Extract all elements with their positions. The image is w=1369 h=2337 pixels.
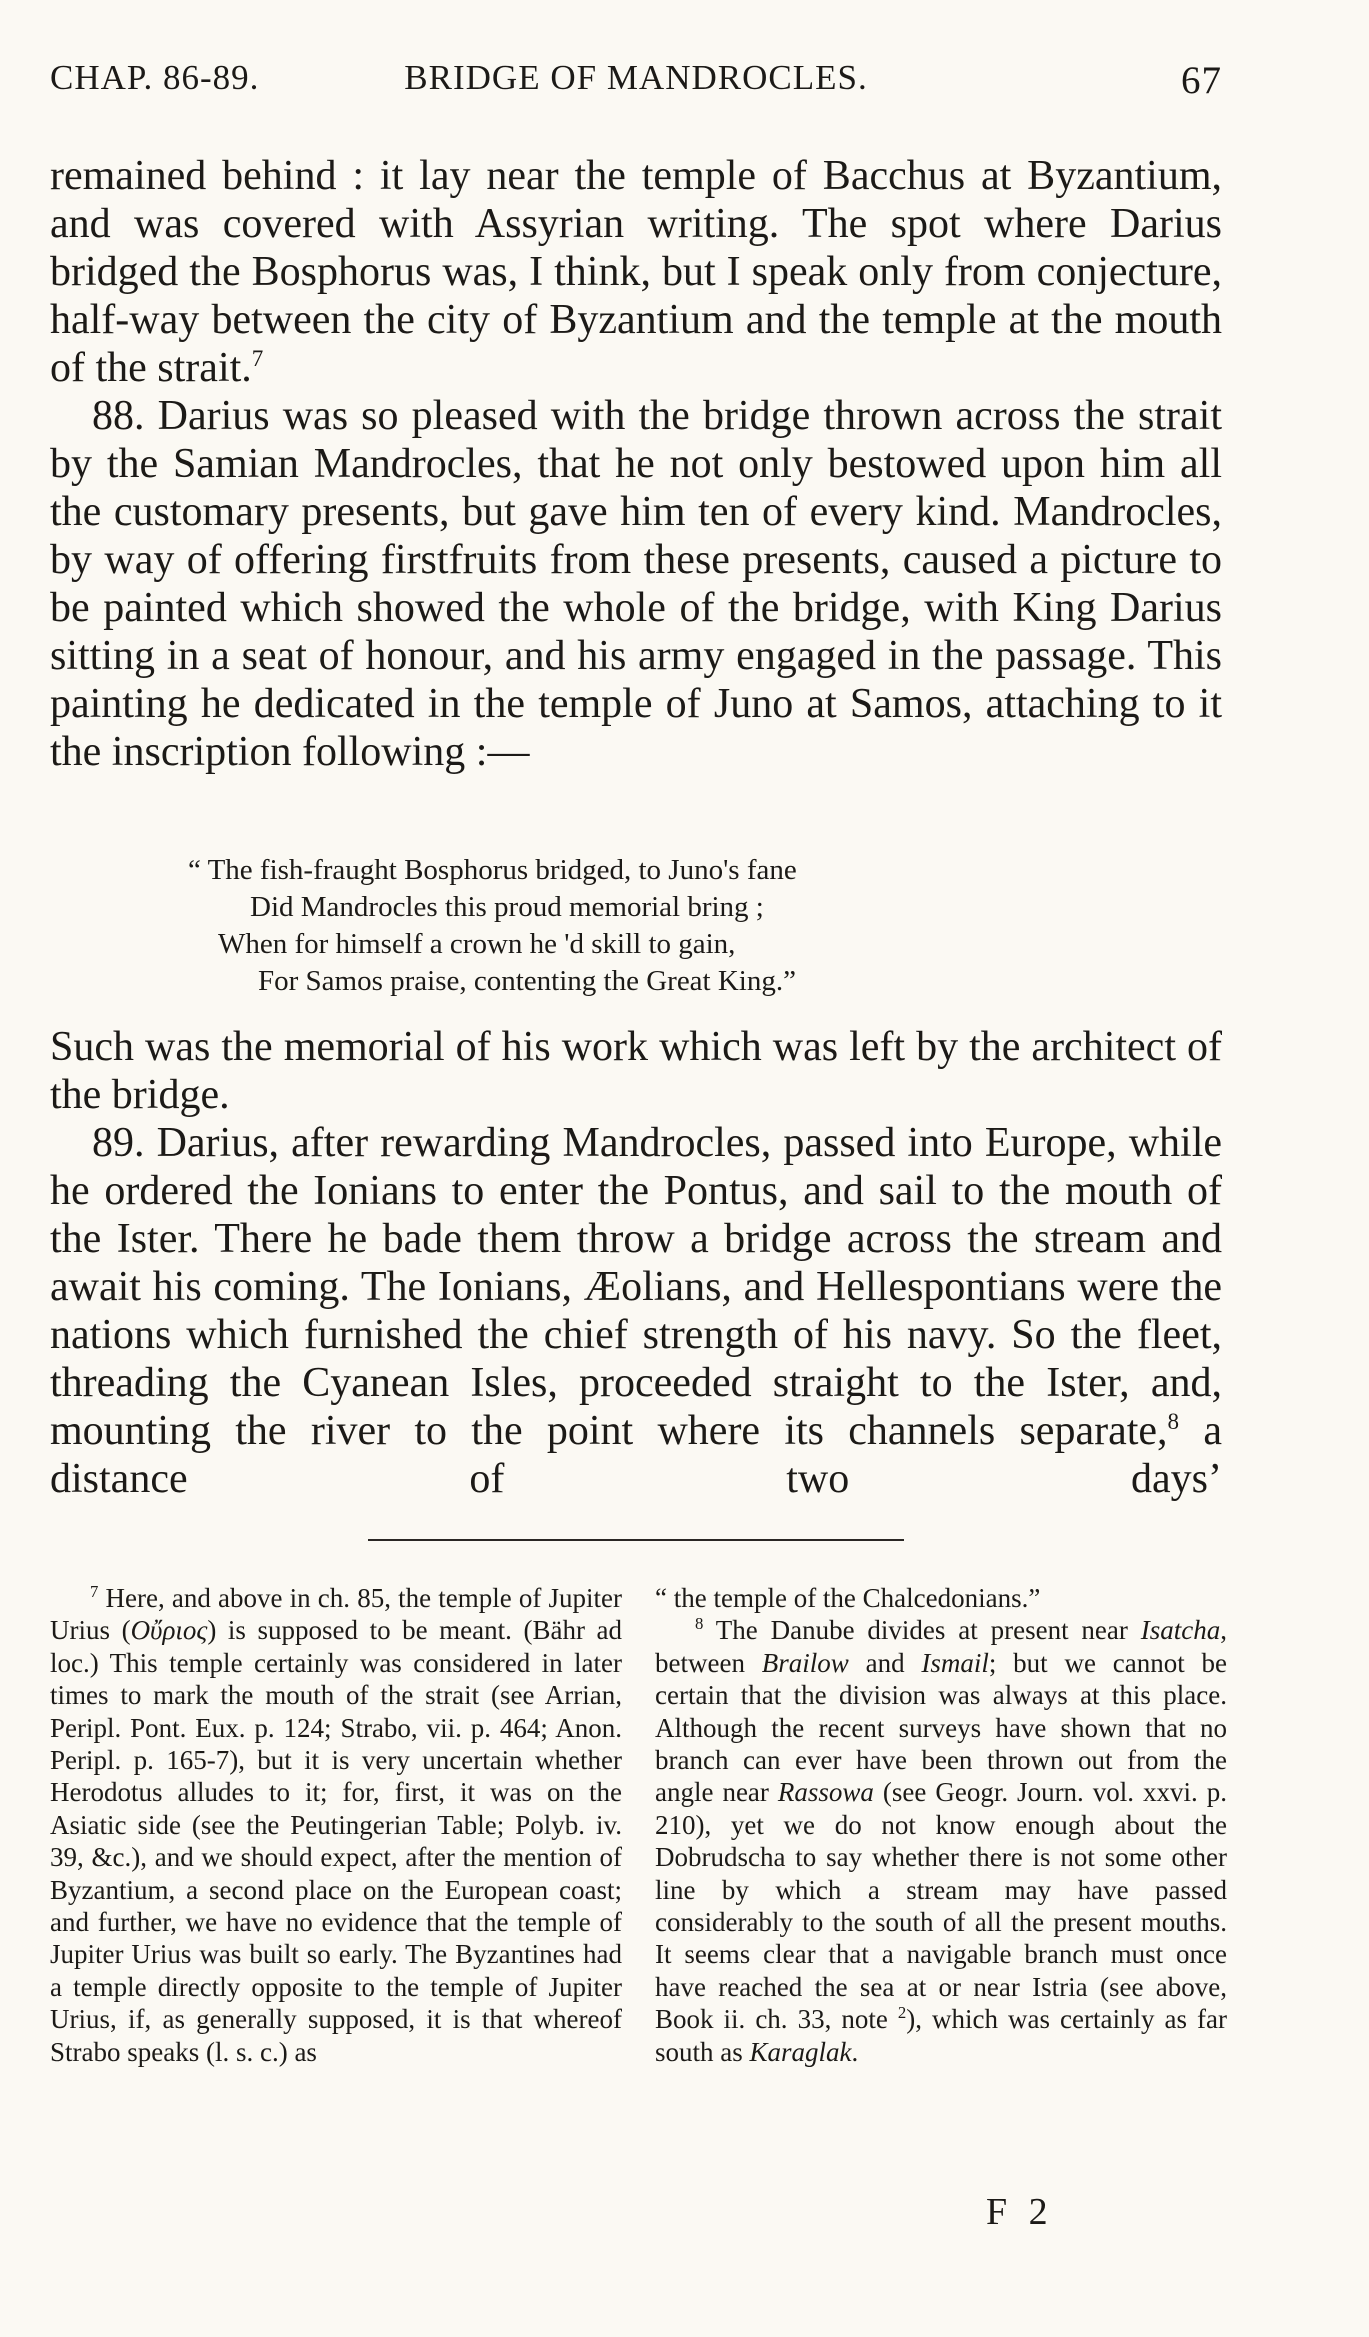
footnote-column-right bbox=[655, 1582, 1227, 2068]
paragraph-88: 88. Darius was so pleased with the bridge thrown across the strait by the Samian Mandrocles, that he not only bestowed upon him all the customary presents, but gave him ten of every kind. Mandrocles, by way of offering firstfruits from these presents, caused a picture to be painted which showed the whole of the bridge, with King Darius sitting in a seat of honour, and his army engaged in the passage. This painting he dedicated in the temple of Juno at Samos, attaching to it the inscription following :— bbox=[50, 393, 1222, 775]
footnote-text: and bbox=[848, 1647, 922, 1678]
greek-word: Οὔριος bbox=[130, 1615, 208, 1646]
poem-line-2: Did Mandrocles this proud memorial bring ; bbox=[250, 891, 764, 923]
footnote-7-continued: “ the temple of the Chalcedonians.” bbox=[655, 1583, 1041, 1613]
paragraph-text: remained behind : it lay near the temple of Bacchus at Byzantium, and was covered with Assyrian writing. The spot where Darius bridged the Bosphorus was, I think, but I speak only from conjecture, half-way between the city of Byzantium and the temple at the mouth of the strait. bbox=[50, 153, 1222, 391]
page-number: 67 bbox=[1181, 59, 1222, 102]
footnote-8 bbox=[655, 1614, 1227, 2068]
chapter-range: CHAP. 86-89. bbox=[50, 58, 260, 97]
paragraph-89 bbox=[50, 1119, 1222, 1503]
place-name: Rassowa bbox=[777, 1777, 874, 1808]
footnote-text: ), which was certainly as far south as bbox=[655, 2004, 1228, 2067]
paragraph-memorial: Such was the memorial of his work which was left by the architect of the bridge. bbox=[50, 1024, 1222, 1118]
poem-line-1: “ The fish-fraught Bosphorus bridged, to Juno's fane bbox=[188, 854, 797, 886]
paragraph-text: 89. Darius, after rewarding Mandrocles, passed into Europe, while he ordered the Ionians to enter the Pontus, and sail to the mouth of the Ister. There he bade them throw a bridge across the stream and await his coming. The Ionians, Æolians, and Hellespontians were the nations which furnished the chief strength of his navy. So the fleet, threading the Cyanean Isles, proceeded straight to the Ister, and, mounting the river to the point where its channels separate, bbox=[50, 1120, 1222, 1454]
paragraph-text: a distance of two days’ bbox=[50, 1408, 1222, 1502]
signature-mark: F 2 bbox=[986, 2191, 1054, 2233]
footnote-text: ; but we cannot be certain that the division was always at this place. Although the recent surveys have shown that no branch can ever have been thrown out from the angle near bbox=[655, 1647, 1228, 1808]
place-name: Isatcha bbox=[1140, 1615, 1221, 1646]
footnote-text: ) is supposed to be meant. (Bähr ad loc.) This temple certainly was considered in later times to mark the mouth of the strait (see Arrian, Peripl. Pont. Eux. p. 124; Strabo, vii. p. 464; Anon. Peripl. p. 165-7), but it is very uncertain whether Herodotus alludes to it; for, first, it was on the Asiatic side (see the Peutingerian Table; Polyb. iv. 39, &c.), and we should expect, after the mention of Byzantium, a second place on the European coast; and further, we have no evidence that the temple of Jupiter Urius was built so early. The Byzantines had a temple directly opposite to the temple of Jupiter Urius, if, as generally supposed, it is that whereof Strabo speaks (l. s. c.) as bbox=[50, 1615, 622, 2067]
footnote-text: (see Geogr. Journ. vol. xxvi. p. 210), yet we do not know enough about the Dobrudscha to say whether there is not some other line by which a stream may have passed considerably to the south of all the present mouths. It seems clear that a navigable branch must once have reached the sea at or near Istria (see above, Book ii. ch. 33, note bbox=[655, 1777, 1227, 2035]
note-reference: 2 bbox=[897, 2003, 907, 2023]
place-name: Brailow bbox=[761, 1647, 849, 1678]
place-name: Karaglak bbox=[749, 2036, 852, 2067]
poem-line-3: When for himself a crown he 'd skill to gain, bbox=[218, 928, 736, 960]
paragraph-87-end bbox=[50, 152, 1222, 392]
footnote-divider bbox=[368, 1539, 904, 1541]
inscription-poem bbox=[188, 852, 1088, 1000]
footnote-ref-7: 7 bbox=[251, 345, 264, 371]
main-text-upper bbox=[50, 152, 1222, 776]
footnote-marker: 8 bbox=[695, 1614, 704, 1634]
main-text-lower bbox=[50, 1023, 1222, 1503]
footnote-column-left bbox=[50, 1582, 622, 2068]
footnote-text: Here, and above in ch. 85, the temple of Jupiter Urius ( bbox=[50, 1583, 622, 1646]
footnote-text: . bbox=[851, 2036, 859, 2067]
footnote-ref-8: 8 bbox=[1167, 1408, 1180, 1434]
footnote-text: , between bbox=[655, 1615, 1227, 1678]
footnote-7 bbox=[50, 1582, 622, 2068]
running-head bbox=[50, 58, 1222, 108]
page-title: BRIDGE OF MANDROCLES. bbox=[404, 58, 868, 97]
footnote-text: The Danube divides at present near bbox=[703, 1615, 1141, 1646]
poem-line-4: For Samos praise, contenting the Great King.” bbox=[258, 965, 796, 997]
place-name: Ismail bbox=[921, 1647, 989, 1678]
footnote-marker: 7 bbox=[90, 1582, 99, 1601]
